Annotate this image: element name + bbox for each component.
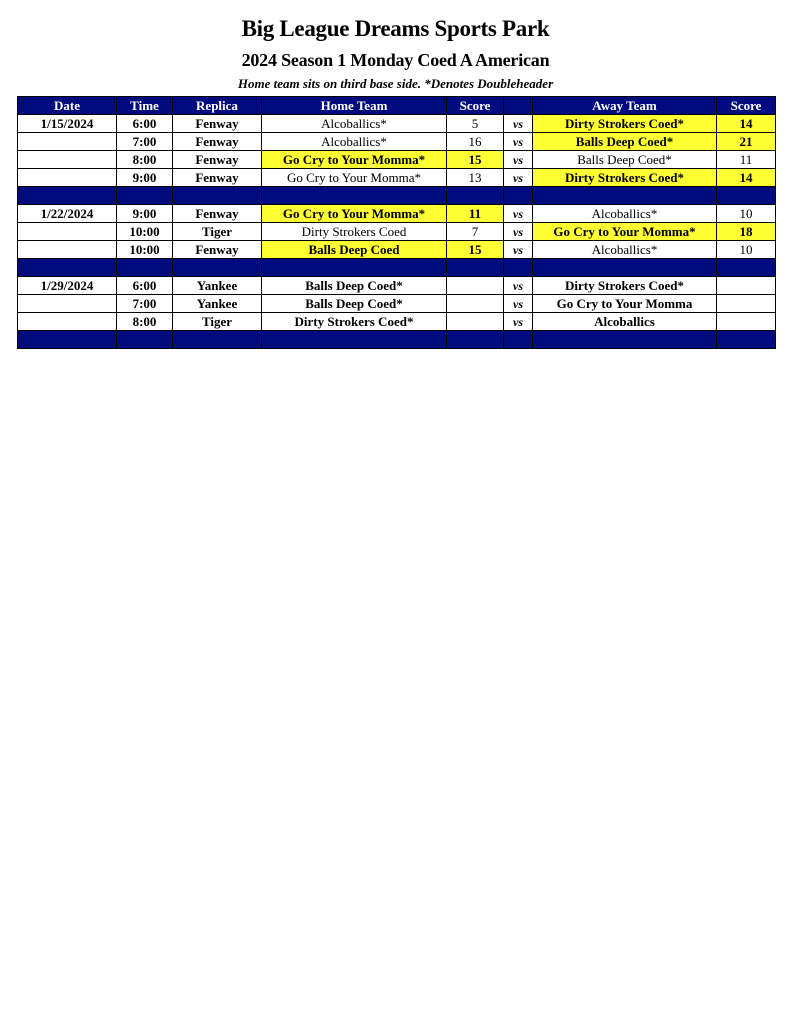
vs-cell: vs: [504, 313, 533, 331]
home-team-cell: Go Cry to Your Momma*: [262, 205, 447, 223]
vs-cell: vs: [504, 241, 533, 259]
table-row: [18, 151, 776, 169]
separator-cell: [262, 187, 447, 205]
date-cell: [18, 169, 117, 187]
replica-cell: Fenway: [173, 115, 262, 133]
home-score-cell: 13: [447, 169, 504, 187]
replica-cell: Yankee: [173, 277, 262, 295]
time-cell: 7:00: [117, 295, 173, 313]
page-subtitle: 2024 Season 1 Monday Coed A American: [241, 50, 550, 70]
separator-cell: [533, 259, 717, 277]
date-cell: [18, 295, 117, 313]
table-row: [18, 115, 776, 133]
vs-cell: vs: [504, 169, 533, 187]
vs-cell: vs: [504, 151, 533, 169]
table-row: [18, 205, 776, 223]
col-header-replica: Replica: [173, 97, 262, 115]
page-title: Big League Dreams Sports Park: [241, 16, 550, 41]
away-team-cell: Go Cry to Your Momma*: [533, 223, 717, 241]
away-team-cell: Alcoballics*: [533, 205, 717, 223]
away-team-cell: Dirty Strokers Coed*: [533, 169, 717, 187]
date-cell: 1/22/2024: [18, 205, 117, 223]
away-score-cell: [717, 313, 776, 331]
separator-cell: [717, 331, 776, 349]
home-score-cell: [447, 277, 504, 295]
home-team-cell: Balls Deep Coed*: [262, 277, 447, 295]
home-team-cell: Balls Deep Coed*: [262, 295, 447, 313]
away-score-cell: 10: [717, 241, 776, 259]
home-team-cell: Balls Deep Coed: [262, 241, 447, 259]
home-team-cell: Go Cry to Your Momma*: [262, 169, 447, 187]
separator-cell: [262, 259, 447, 277]
vs-cell: vs: [504, 223, 533, 241]
separator-cell: [717, 187, 776, 205]
away-score-cell: [717, 295, 776, 313]
separator-cell: [173, 187, 262, 205]
home-score-cell: [447, 295, 504, 313]
away-team-cell: Dirty Strokers Coed*: [533, 115, 717, 133]
table-row: [18, 295, 776, 313]
col-header-home-team: Home Team: [262, 97, 447, 115]
page-note: Home team sits on third base side. *Denotes Doubleheader: [237, 76, 554, 91]
away-team-cell: Go Cry to Your Momma: [533, 295, 717, 313]
separator-cell: [262, 331, 447, 349]
home-team-cell: Go Cry to Your Momma*: [262, 151, 447, 169]
time-cell: 9:00: [117, 169, 173, 187]
week-separator-row: [18, 187, 776, 205]
away-score-cell: 11: [717, 151, 776, 169]
away-score-cell: 21: [717, 133, 776, 151]
date-cell: [18, 223, 117, 241]
table-row: [18, 277, 776, 295]
col-header-vs: [504, 97, 533, 115]
week-separator-row: [18, 259, 776, 277]
away-team-cell: Balls Deep Coed*: [533, 151, 717, 169]
time-cell: 6:00: [117, 277, 173, 295]
replica-cell: Fenway: [173, 169, 262, 187]
separator-cell: [117, 187, 173, 205]
vs-cell: vs: [504, 277, 533, 295]
home-score-cell: [447, 313, 504, 331]
col-header-date: Date: [18, 97, 117, 115]
date-cell: 1/15/2024: [18, 115, 117, 133]
schedule-body: [18, 115, 776, 349]
time-cell: 10:00: [117, 223, 173, 241]
time-cell: 8:00: [117, 313, 173, 331]
time-cell: 7:00: [117, 133, 173, 151]
home-team-cell: Alcoballics*: [262, 133, 447, 151]
table-header-row: [18, 97, 776, 115]
table-row: [18, 313, 776, 331]
date-cell: [18, 133, 117, 151]
home-team-cell: Dirty Strokers Coed: [262, 223, 447, 241]
vs-cell: vs: [504, 205, 533, 223]
away-score-cell: 10: [717, 205, 776, 223]
separator-cell: [18, 331, 117, 349]
table-row: [18, 133, 776, 151]
separator-cell: [504, 331, 533, 349]
col-header-home-score: Score: [447, 97, 504, 115]
vs-cell: vs: [504, 133, 533, 151]
away-score-cell: 14: [717, 169, 776, 187]
col-header-away-team: Away Team: [533, 97, 717, 115]
replica-cell: Fenway: [173, 151, 262, 169]
replica-cell: Fenway: [173, 133, 262, 151]
home-score-cell: 5: [447, 115, 504, 133]
separator-cell: [504, 259, 533, 277]
home-score-cell: 15: [447, 151, 504, 169]
col-header-away-score: Score: [717, 97, 776, 115]
time-cell: 9:00: [117, 205, 173, 223]
separator-cell: [717, 259, 776, 277]
replica-cell: Fenway: [173, 205, 262, 223]
replica-cell: Yankee: [173, 295, 262, 313]
home-score-cell: 15: [447, 241, 504, 259]
home-score-cell: 16: [447, 133, 504, 151]
time-cell: 6:00: [117, 115, 173, 133]
separator-cell: [117, 259, 173, 277]
separator-cell: [18, 259, 117, 277]
separator-cell: [447, 331, 504, 349]
home-team-cell: Dirty Strokers Coed*: [262, 313, 447, 331]
home-team-cell: Alcoballics*: [262, 115, 447, 133]
separator-cell: [18, 187, 117, 205]
separator-cell: [117, 331, 173, 349]
replica-cell: Tiger: [173, 223, 262, 241]
replica-cell: Tiger: [173, 313, 262, 331]
away-team-cell: Dirty Strokers Coed*: [533, 277, 717, 295]
separator-cell: [533, 331, 717, 349]
away-team-cell: Alcoballics*: [533, 241, 717, 259]
replica-cell: Fenway: [173, 241, 262, 259]
col-header-time: Time: [117, 97, 173, 115]
home-score-cell: 11: [447, 205, 504, 223]
date-cell: [18, 313, 117, 331]
separator-cell: [504, 187, 533, 205]
home-score-cell: 7: [447, 223, 504, 241]
date-cell: [18, 241, 117, 259]
separator-cell: [447, 259, 504, 277]
away-team-cell: Alcoballics: [533, 313, 717, 331]
time-cell: 8:00: [117, 151, 173, 169]
schedule-table: [17, 96, 776, 349]
separator-cell: [173, 259, 262, 277]
vs-cell: vs: [504, 115, 533, 133]
table-row: [18, 169, 776, 187]
time-cell: 10:00: [117, 241, 173, 259]
away-team-cell: Balls Deep Coed*: [533, 133, 717, 151]
table-row: [18, 241, 776, 259]
vs-cell: vs: [504, 295, 533, 313]
table-row: [18, 223, 776, 241]
date-cell: 1/29/2024: [18, 277, 117, 295]
away-score-cell: 18: [717, 223, 776, 241]
date-cell: [18, 151, 117, 169]
separator-cell: [173, 331, 262, 349]
week-separator-row: [18, 331, 776, 349]
separator-cell: [533, 187, 717, 205]
away-score-cell: [717, 277, 776, 295]
away-score-cell: 14: [717, 115, 776, 133]
separator-cell: [447, 187, 504, 205]
